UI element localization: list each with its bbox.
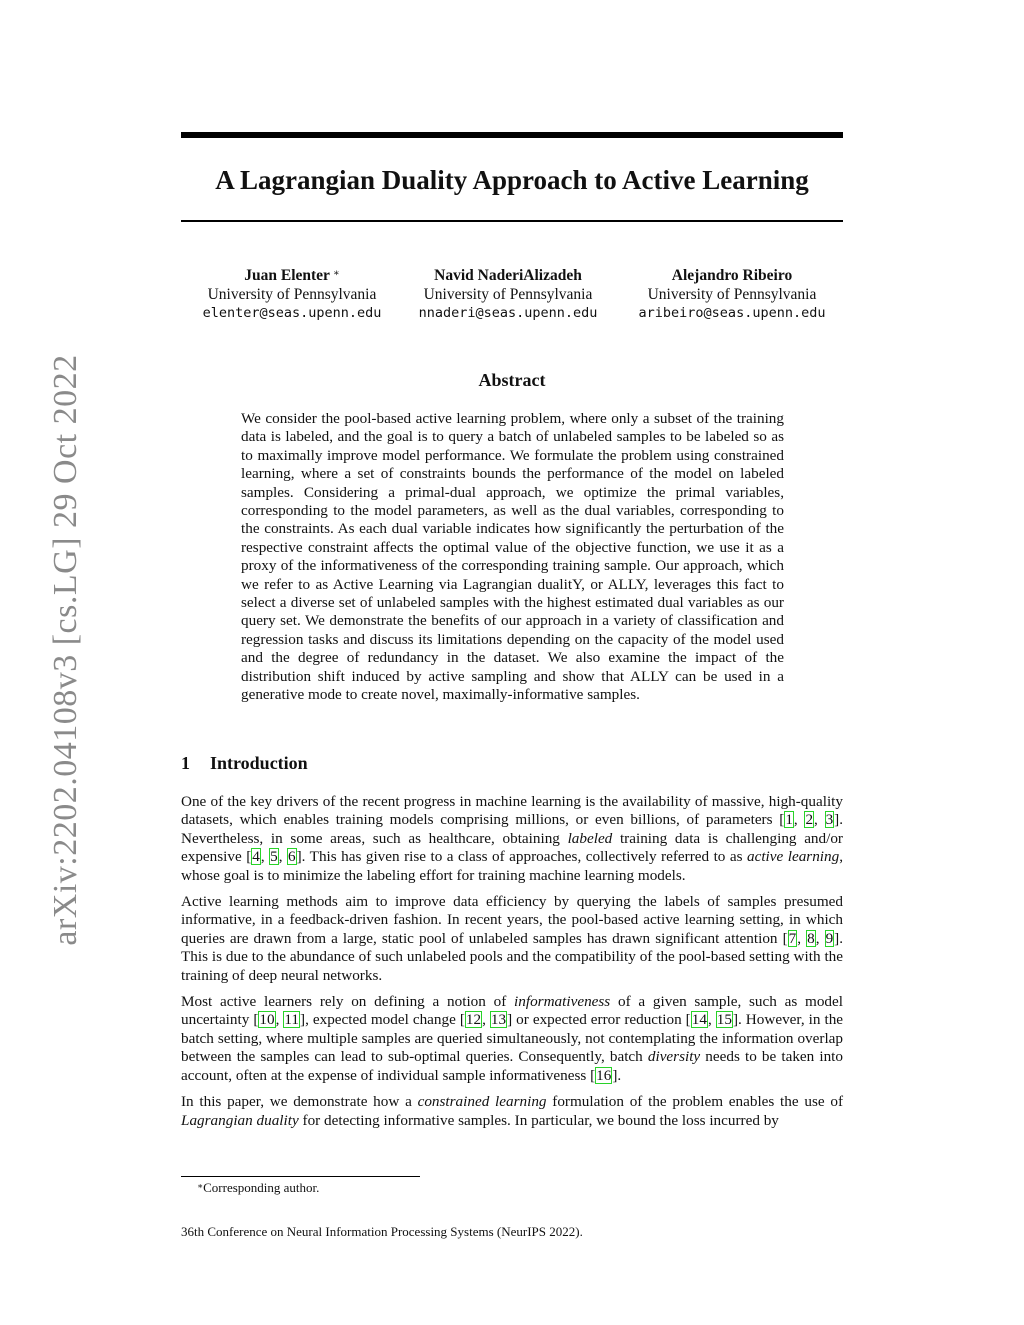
footnote <box>197 1180 319 1196</box>
author-name: Navid NaderiAlizadeh <box>434 267 582 284</box>
paragraph-text: training data is challenging and/or expensive [ <box>181 829 843 866</box>
paragraph-text: needs to be taken into account, often at the expense of individual sample informativeness [ <box>181 1048 843 1084</box>
paragraph-text: Most active learners rely on defining a notion of <box>181 993 515 1011</box>
intro-paragraph <box>181 893 843 985</box>
paragraph-text: ]. <box>612 1066 622 1084</box>
intro-paragraph <box>181 1093 843 1130</box>
paragraph-text: of a given sample, such as model uncertainty [ <box>181 993 843 1029</box>
citation-link[interactable]: 14 <box>691 1011 707 1029</box>
paragraph-text: , <box>278 848 288 866</box>
citation-link[interactable]: 10 <box>259 1011 275 1029</box>
paragraph-text: ]. This has given rise to a class of approaches, collectively referred to as <box>296 848 747 866</box>
author-email: aribeiro@seas.upenn.edu <box>638 305 826 321</box>
paragraph-text: ], expected model change [ <box>300 1011 465 1029</box>
emphasized-text: diversity <box>647 1048 701 1066</box>
author-name: Juan Elenter <box>244 267 330 284</box>
paragraph-text: Active learning methods aim to improve data efficiency by querying the labels of samples presumed informative, in a feedback-driven fashion. In recent years, the pool-based active learning setting, in which queries are drawn from a large, static pool of unlabeled samples has drawn significant attention [ <box>181 893 843 947</box>
citation-link[interactable]: 12 <box>465 1011 482 1029</box>
paragraph-text: In this paper, we demonstrate how a <box>181 1093 418 1111</box>
citation-link[interactable]: 5 <box>270 848 278 866</box>
citation-link[interactable]: 1 <box>785 811 793 829</box>
author-1 <box>181 266 403 323</box>
paper-title: A Lagrangian Duality Approach to Active Learning <box>215 165 809 195</box>
paragraph-text: , <box>275 1011 284 1029</box>
paragraph-text: formulation of the problem enables the use of <box>546 1093 844 1111</box>
paragraph-text: ]. However, in the batch setting, where multiple samples are queried simultaneously, not contemplating the information overlap between the samples can lead to sub-optimal queries. Consequently, batch <box>181 1011 844 1066</box>
citation-link[interactable]: 2 <box>805 811 814 829</box>
paragraph-text: , <box>260 848 270 866</box>
body-text <box>181 793 843 1138</box>
citation-link[interactable]: 6 <box>288 848 296 866</box>
citation-link[interactable]: 7 <box>788 929 797 947</box>
emphasized-text: constrained learning <box>417 1093 547 1111</box>
paragraph-text: for detecting informative samples. In particular, we bound the loss incurred by <box>298 1111 779 1129</box>
footnote-mark: ∗ <box>197 1181 204 1191</box>
citation-link[interactable]: 13 <box>490 1011 507 1029</box>
abstract-heading: Abstract <box>478 370 546 390</box>
paragraph-text: , <box>814 811 825 829</box>
paragraph-text: ]. Nevertheless, in some areas, such as healthcare, obtaining <box>181 811 844 847</box>
emphasized-text: active learning <box>747 848 840 866</box>
author-email: elenter@seas.upenn.edu <box>202 305 382 321</box>
citation-link[interactable]: 8 <box>807 929 815 947</box>
abstract-text: We consider the pool-based active learning problem, where only a subset of the training data is labeled, and the goal is to query a batch of unlabeled samples to be labeled so as to maximally improve model performance. We formulate the problem using constrained learning, where a set of constraints bounds the performance of the model on labeled samples. Considering a primal-dual approach, we optimize the primal variables, corresponding to the model parameters, as well as the dual variables, corresponding to the constraints. As each dual variable indicates how significantly the perturbation of the respective constraint affects the optimal value of the objective function, we use it as a proxy of the informativeness of the corresponding training sample. Our approach, which we refer to as Active Learning via Lagrangian dualitY, or ALLY, leverages this fact to select a diverse set of unlabeled samples with the highest estimated dual variables as our query set. We demonstrate the benefits of our approach in a variety of classification and regression tasks and discuss its limitations depending on the capacity of the model used and the degree of redundancy in the dataset. We also examine the impact of the distribution shift induced by active sampling and show that ALLY can be used in a generative mode to create novel, maximally-informative samples. <box>241 410 784 704</box>
author-email: nnaderi@seas.upenn.edu <box>418 305 598 321</box>
citation-link[interactable]: 4 <box>252 848 260 866</box>
author-affiliation: University of Pennsylvania <box>647 286 817 303</box>
citation-link[interactable]: 3 <box>825 811 834 829</box>
footnote-mark: ∗ <box>332 268 340 279</box>
citation-link[interactable]: 11 <box>284 1011 300 1029</box>
paragraph-text: , <box>793 811 805 829</box>
paragraph-text: , <box>707 1011 716 1029</box>
paragraph-text: , <box>482 1011 490 1029</box>
citation-link[interactable]: 9 <box>825 929 834 947</box>
author-affiliation: University of Pennsylvania <box>207 286 377 303</box>
paragraph-text: One of the key drivers of the recent progress in machine learning is the availability of massive, high-quality datasets, which enables training models comprising millions, or even billions, of parameters [ <box>181 793 843 829</box>
author-2 <box>403 266 613 323</box>
emphasized-text: labeled <box>567 829 613 847</box>
intro-paragraph <box>181 793 843 885</box>
citation-link[interactable]: 16 <box>596 1066 612 1084</box>
citation-link[interactable]: 15 <box>716 1011 732 1029</box>
section-title: Introduction <box>210 753 308 773</box>
title-bottom-rule <box>181 220 843 222</box>
intro-paragraph <box>181 993 843 1085</box>
author-3 <box>621 266 843 323</box>
author-name: Alejandro Ribeiro <box>671 267 793 284</box>
footnote-text: Corresponding author. <box>203 1180 320 1195</box>
paragraph-text: , <box>797 929 807 947</box>
footnote-rule <box>181 1176 420 1177</box>
title-top-rule <box>181 132 843 138</box>
paragraph-text: ]. This is due to the abundance of such unlabeled pools and the compatibility of the pool-based setting with the training of deep neural networks. <box>181 929 844 984</box>
emphasized-text: Lagrangian duality <box>181 1111 299 1129</box>
emphasized-text: informativeness <box>514 993 611 1011</box>
paragraph-text: , whose goal is to minimize the labeling effort for training machine learning models. <box>181 848 843 884</box>
conference-footer: 36th Conference on Neural Information Processing Systems (NeurIPS 2022). <box>181 1224 583 1239</box>
paragraph-text: , <box>815 929 825 947</box>
arxiv-stamp: arXiv:2202.04108v3 [cs.LG] 29 Oct 2022 <box>47 354 84 946</box>
paragraph-text: ] or expected error reduction [ <box>507 1011 691 1029</box>
author-affiliation: University of Pennsylvania <box>423 286 593 303</box>
section-heading <box>181 753 308 774</box>
section-number: 1 <box>181 753 190 773</box>
